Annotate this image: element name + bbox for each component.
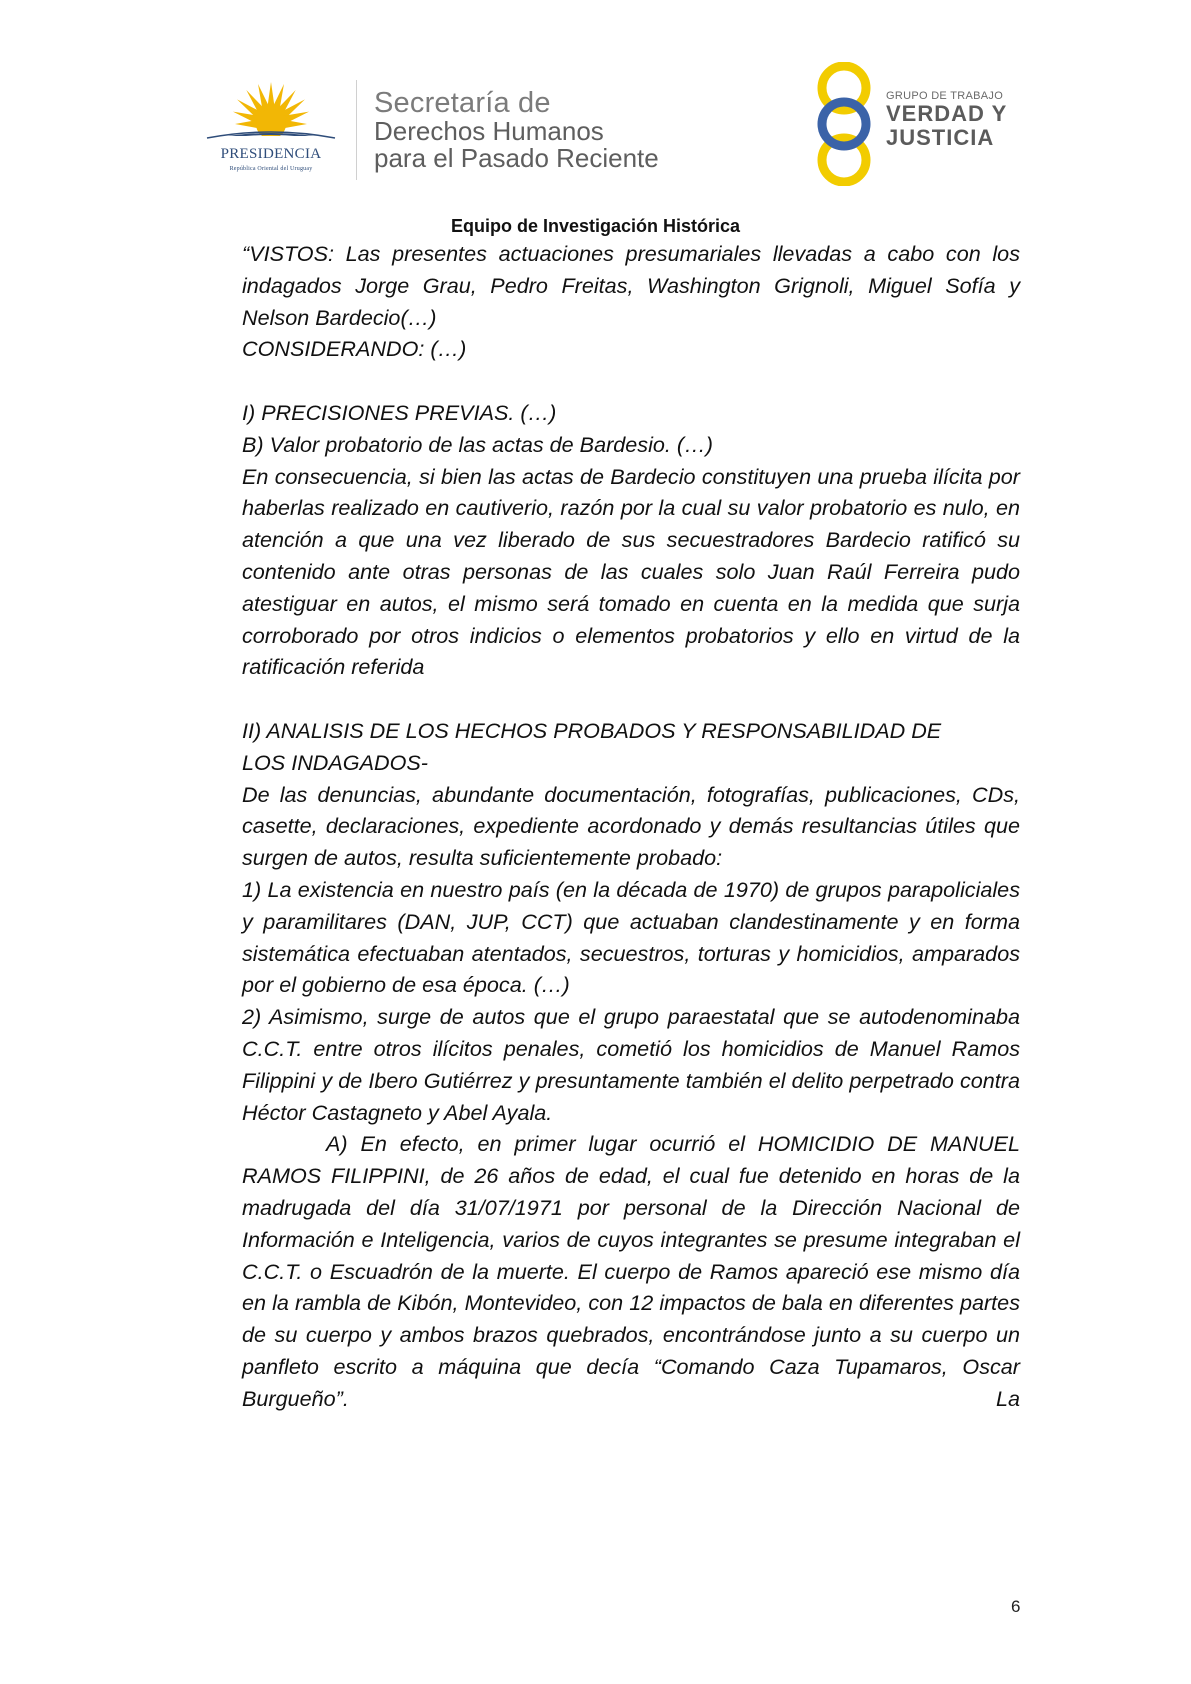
header-divider (356, 80, 357, 180)
secretaria-logo (374, 88, 659, 172)
verdad-justicia-logo (808, 62, 1028, 186)
paragraph-homicidio-ramos: A) En efecto, en primer lugar ocurrió el HOMICIDIO DE MANUEL RAMOS FILIPPINI, de 26 años de edad, el cual fue detenido en horas de la madrugada del día 31/07/1971 por personal de la Dirección Nacional de Información e Inteligencia, varios de cuyos integrantes se presume integraban el C.C.T. o Escuadrón de la muerte. El cuerpo de Ramos apareció ese mismo día en la rambla de Kibón, Montevideo, con 12 impactos de bala en diferentes partes de su cuerpo y ambos brazos quebrados, encontrándose junto a su cuerpo un panfleto escrito a máquina que decía “Comando Caza Tupamaros, Oscar Burgueño”. La (242, 1131, 1020, 1411)
paragraph-item-2: 2) Asimismo, surge de autos que el grupo paraestatal que se autodenominaba C.C.T. entre otros ilícitos penales, cometió los homicidios de Manuel Ramos Filippini y de Ibero Gutiérrez y presuntamente también el delito perpetrado contra Héctor Castagneto y Abel Ayala. (242, 1004, 1020, 1125)
presidencia-subtitle: República Oriental del Uruguay (229, 166, 313, 172)
sun-emblem-icon (196, 80, 346, 146)
presidencia-logo (196, 80, 346, 180)
paragraph-denuncias: De las denuncias, abundante documentación, fotografías, publicaciones, CDs, casette, declaraciones, expediente acordonado y demás resultancias útiles que surgen de autos, resulta suficientemente probado: (242, 781, 1020, 871)
paragraph-item-1: 1) La existencia en nuestro país (en la década de 1970) de grupos parapoliciales y paramilitares (DAN, JUP, CCT) que actuaban clandestinamente y en forma sistemática efectuaban atentados, secuestros, torturas y homicidios, amparados por el gobierno de esa época. (…) (242, 876, 1020, 998)
team-title: Equipo de Investigación Histórica (450, 216, 741, 236)
paragraph-vistos: “VISTOS: Las presentes actuaciones presumariales llevadas a cabo con los indagados Jorge Grau, Pedro Freitas, Washington Grignoli, Miguel Sofía y Nelson Bardecio(…) (242, 241, 1020, 330)
paragraph-consecuencia: En consecuencia, si bien las actas de Bardecio constituyen una prueba ilícita por haberlas realizado en cautiverio, razón por la cual su valor probatorio es nulo, en atención a que una vez liberado de sus secuestradores Bardecio ratificó su contenido ante otras personas de las cuales solo Juan Raúl Ferreira pudo atestiguar en autos, el mismo será tomado en cuenta en la medida que surja corroborado por otros indicios o elementos probatorios y ello en virtud de la ratificación referida (242, 463, 1020, 680)
grupo-line-1: GRUPO DE TRABAJO (886, 90, 1004, 102)
secretaria-line-2: Derechos Humanos (374, 116, 604, 146)
grupo-line-3: JUSTICIA (886, 125, 995, 150)
paragraph-valor-probatorio: B) Valor probatorio de las actas de Bardesio. (…) (242, 431, 713, 457)
presidencia-title: PRESIDENCIA (220, 146, 322, 162)
interlocking-rings-icon (808, 62, 884, 186)
document-body (242, 238, 1020, 1414)
paragraph-analisis-heading: II) ANALISIS DE LOS HECHOS PROBADOS Y RESPONSABILIDAD DE LOS INDAGADOS- (242, 717, 942, 775)
grupo-line-2: VERDAD Y (886, 101, 1008, 126)
paragraph-considerando: CONSIDERANDO: (…) (242, 336, 467, 362)
secretaria-line-3: para el Pasado Reciente (374, 143, 659, 173)
page-number: 6 (1011, 1597, 1021, 1616)
paragraph-precisiones: I) PRECISIONES PREVIAS. (…) (242, 399, 557, 425)
secretaria-line-1: Secretaría de (374, 87, 551, 119)
